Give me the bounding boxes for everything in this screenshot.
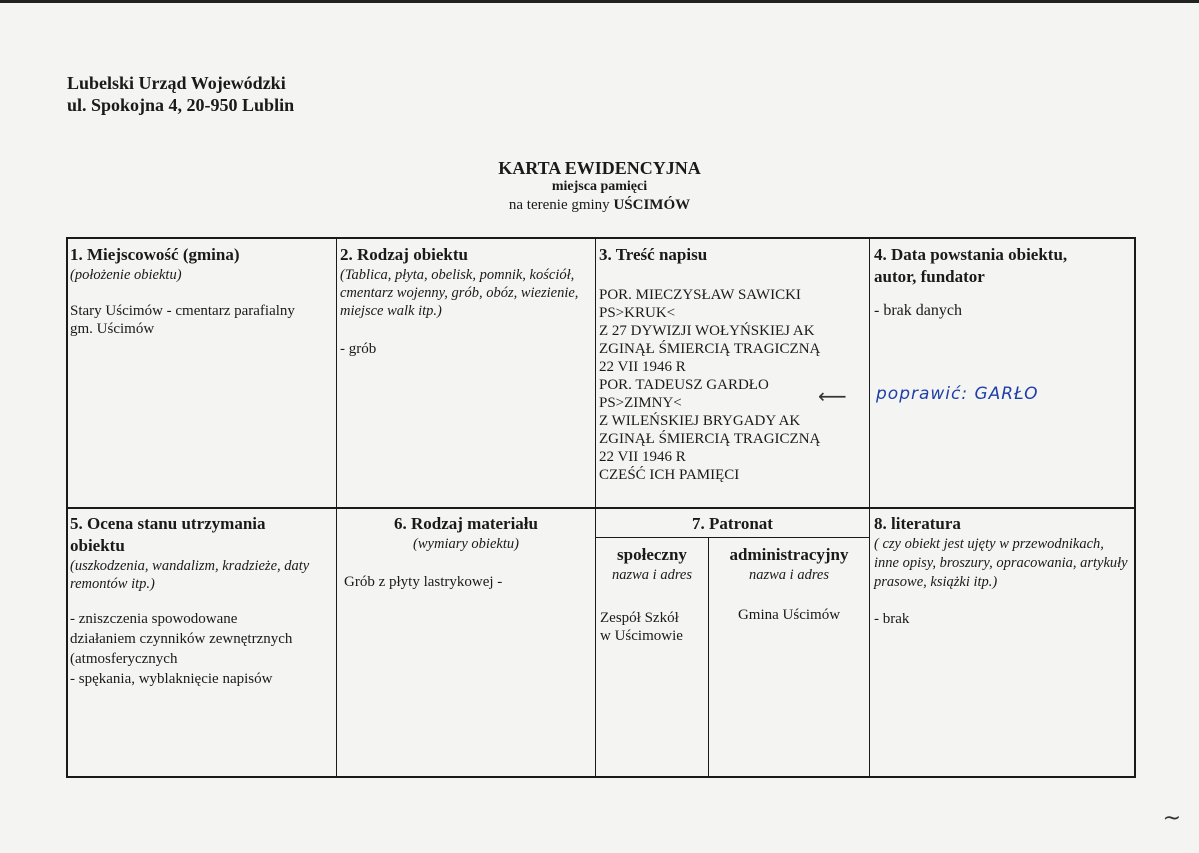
location-hint: (położenie obiektu) [70,267,182,283]
inscription-line: POR. MIECZYSŁAW SAWICKI [599,287,801,303]
material-heading: 6. Rodzaj materiału [393,514,538,533]
inscription-line: Z 27 DYWIZJI WOŁYŃSKIEJ AK [599,323,815,339]
office-address: ul. Spokojna 4, 20-950 Lublin [67,95,295,115]
document-subtitle-gmina [0,196,1199,214]
inscription-heading: 3. Treść napisu [599,245,708,264]
inscription-line: Z WILEŃSKIEJ BRYGADY AK [599,413,801,429]
condition-heading-1: 5. Ocena stanu utrzymania [70,514,266,533]
social-value-line-1: Zespół Szkół [600,610,679,626]
table-divider-1 [336,237,337,778]
admin-hint: nazwa i adres [748,567,830,583]
object-type-heading: 2. Rodzaj obiektu [340,245,468,264]
cell-patronage [596,513,869,535]
cell-patronage-admin [709,544,869,624]
inscription-line: 22 VII 1946 R [599,359,686,375]
document-title: KARTA EWIDENCYJNA [498,158,701,178]
material-hint: (wymiary obiektu) [413,536,519,552]
table-border-left [66,237,68,778]
gmina-name: UŚCIMÓW [613,197,691,213]
social-hint: nazwa i adres [611,567,693,583]
cell-patronage-social [596,544,708,584]
condition-line: - spękania, wyblaknięcie napisów [70,671,273,687]
title-block [0,158,1199,214]
inscription-line: CZEŚĆ ICH PAMIĘCI [599,467,740,483]
social-value [600,609,706,645]
condition-line: - zniszczenia spowodowane [70,611,238,627]
cell-material [340,513,592,591]
condition-heading-2: obiektu [70,536,125,555]
cell-literature [874,513,1132,628]
table-border-middle [66,507,1136,509]
date-author-heading-2: autor, fundator [874,267,985,286]
office-header [67,72,294,116]
signature-mark-icon: ~ [1162,806,1181,831]
cell-condition [70,513,334,689]
material-value: Grób z płyty lastrykowej - [344,574,503,590]
correction-arrow-icon: ⟵ [818,384,847,408]
office-name: Lubelski Urząd Wojewódzki [67,73,286,93]
inscription-line: ZGINĄŁ ŚMIERCIĄ TRAGICZNĄ [599,431,821,447]
inscription-line: 22 VII 1946 R [599,449,686,465]
location-gmina: gm. Uścimów [70,321,155,337]
literature-value: - brak [874,611,910,627]
inscription-line: PS>ZIMNY< [599,395,682,411]
location-heading: 1. Miejscowość (gmina) [70,245,240,264]
inscription-line: POR. TADEUSZ GARDŁO [599,377,769,393]
date-author-value: - brak danych [874,302,962,319]
table-border-top [66,237,1136,239]
table-divider-3 [869,237,870,778]
admin-heading: administracyjny [729,545,849,564]
condition-line: (atmosferycznych [70,651,178,667]
condition-hint: (uszkodzenia, wandalizm, kradzieże, daty remontów itp.) [70,558,310,592]
admin-value: Gmina Uścimów [737,607,841,623]
table-border-bottom [66,776,1136,778]
cell-date-author [874,244,1132,320]
handwritten-correction: poprawić: GARŁO [876,384,1039,404]
condition-line: działaniem czynników zewnętrznych [70,631,293,647]
condition-lines [70,609,334,689]
patronat-divider-h [595,537,870,538]
scan-edge [0,0,1199,3]
social-heading: społeczny [617,545,687,564]
date-author-heading-1: 4. Data powstania obiektu, [874,245,1068,264]
literature-heading: 8. literatura [874,514,961,533]
patronage-heading: 7. Patronat [692,514,773,533]
object-type-hint: (Tablica, płyta, obelisk, pomnik, kościół, cmentarz wojenny, grób, obóz, wiezienie, miejsce walk itp.) [340,267,579,319]
cell-location [70,244,334,338]
cell-inscription [599,244,867,484]
table-border-right [1134,237,1136,778]
document-subtitle: miejsca pamięci [551,179,648,194]
location-value: Stary Uścimów - cmentarz parafialny [70,303,295,319]
gmina-prefix: na terenie gminy [508,197,610,213]
literature-hint: ( czy obiekt jest ujęty w przewodnikach, inne opisy, broszury, opracowania, artykuły prasowe, książki itp.) [874,536,1128,590]
social-value-line-2: w Uścimowie [600,628,683,644]
object-type-value: - grób [340,341,377,357]
inscription-line: ZGINĄŁ ŚMIERCIĄ TRAGICZNĄ [599,341,821,357]
cell-object-type [340,244,592,358]
inscription-line: PS>KRUK< [599,305,676,321]
table-divider-2 [595,237,596,778]
